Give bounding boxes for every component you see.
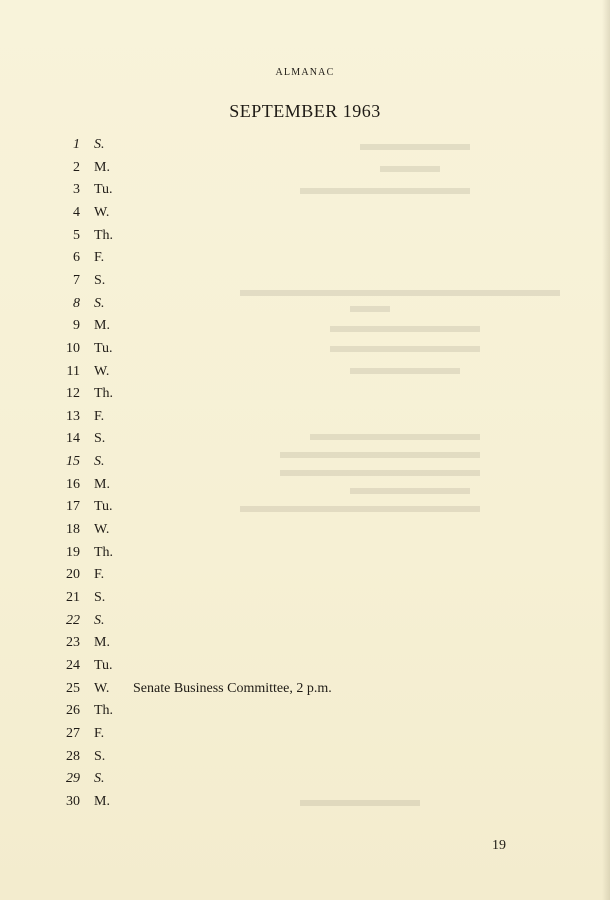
day-number: 18	[66, 522, 80, 538]
day-number: 25	[66, 680, 80, 696]
weekday-abbrev: S.	[94, 590, 106, 605]
weekday-abbrev: S.	[94, 771, 105, 787]
day-number: 28	[66, 748, 80, 764]
show-through-texture	[240, 140, 570, 840]
day-number: 30	[66, 793, 80, 809]
weekday-abbrev: Th.	[94, 703, 114, 719]
weekday-abbrev: Tu.	[94, 657, 113, 673]
day-number: 12	[66, 386, 80, 402]
day-number: 17	[66, 499, 80, 515]
weekday-abbrev: Tu.	[94, 340, 113, 356]
day-number: 5	[73, 227, 80, 243]
weekday-abbrev: Th.	[94, 227, 114, 243]
day-number: 15	[66, 454, 80, 470]
day-number: 14	[66, 431, 80, 447]
weekday-abbrev: S.	[94, 137, 105, 152]
day-number: 22	[66, 612, 80, 628]
day-number: 27	[66, 725, 80, 741]
weekday-abbrev: M.	[94, 159, 110, 175]
weekday-abbrev: M.	[94, 318, 110, 334]
day-number: 9	[73, 318, 80, 334]
weekday-abbrev: S.	[94, 272, 106, 288]
page-edge-shadow	[602, 0, 610, 900]
day-number: 19	[66, 544, 80, 560]
weekday-abbrev: F.	[94, 250, 105, 266]
day-number: 10	[66, 340, 80, 356]
calendar-event: Senate Business Committee, 2 p.m.	[133, 680, 332, 696]
page-number: 19	[492, 838, 506, 853]
day-number: 8	[73, 295, 80, 311]
weekday-abbrev: F.	[94, 567, 105, 583]
weekday-abbrev: Th.	[94, 544, 114, 560]
weekday-abbrev: W.	[94, 522, 110, 538]
weekday-abbrev: W.	[94, 363, 110, 379]
weekday-abbrev: S.	[94, 295, 105, 311]
weekday-abbrev: S.	[94, 431, 106, 447]
weekday-abbrev: Tu.	[94, 499, 113, 515]
weekday-abbrev: Tu.	[94, 182, 113, 198]
day-number: 16	[66, 476, 80, 492]
day-number: 24	[66, 657, 80, 673]
weekday-abbrev: M.	[94, 793, 110, 809]
day-number: 26	[66, 703, 80, 719]
day-number: 6	[73, 250, 80, 266]
weekday-abbrev: W.	[94, 680, 110, 696]
day-number: 2	[73, 159, 80, 175]
weekday-abbrev: F.	[94, 725, 105, 741]
day-number: 29	[66, 771, 80, 787]
weekday-abbrev: S.	[94, 454, 105, 470]
day-number: 1	[73, 137, 80, 152]
day-number: 3	[73, 182, 80, 198]
weekday-abbrev: Th.	[94, 386, 114, 402]
page-title: SEPTEMBER 1963	[229, 101, 381, 121]
day-number: 20	[66, 567, 80, 583]
day-number: 21	[66, 590, 80, 605]
day-number: 4	[73, 204, 80, 220]
day-number: 13	[66, 408, 80, 424]
weekday-abbrev: M.	[94, 635, 110, 651]
weekday-abbrev: F.	[94, 408, 105, 424]
day-number: 23	[66, 635, 80, 651]
weekday-abbrev: S.	[94, 612, 105, 628]
weekday-abbrev: S.	[94, 748, 106, 764]
day-number: 7	[73, 272, 80, 288]
day-number: 11	[66, 363, 80, 379]
running-head: ALMANAC	[275, 67, 335, 78]
weekday-abbrev: M.	[94, 476, 110, 492]
weekday-abbrev: W.	[94, 204, 110, 220]
